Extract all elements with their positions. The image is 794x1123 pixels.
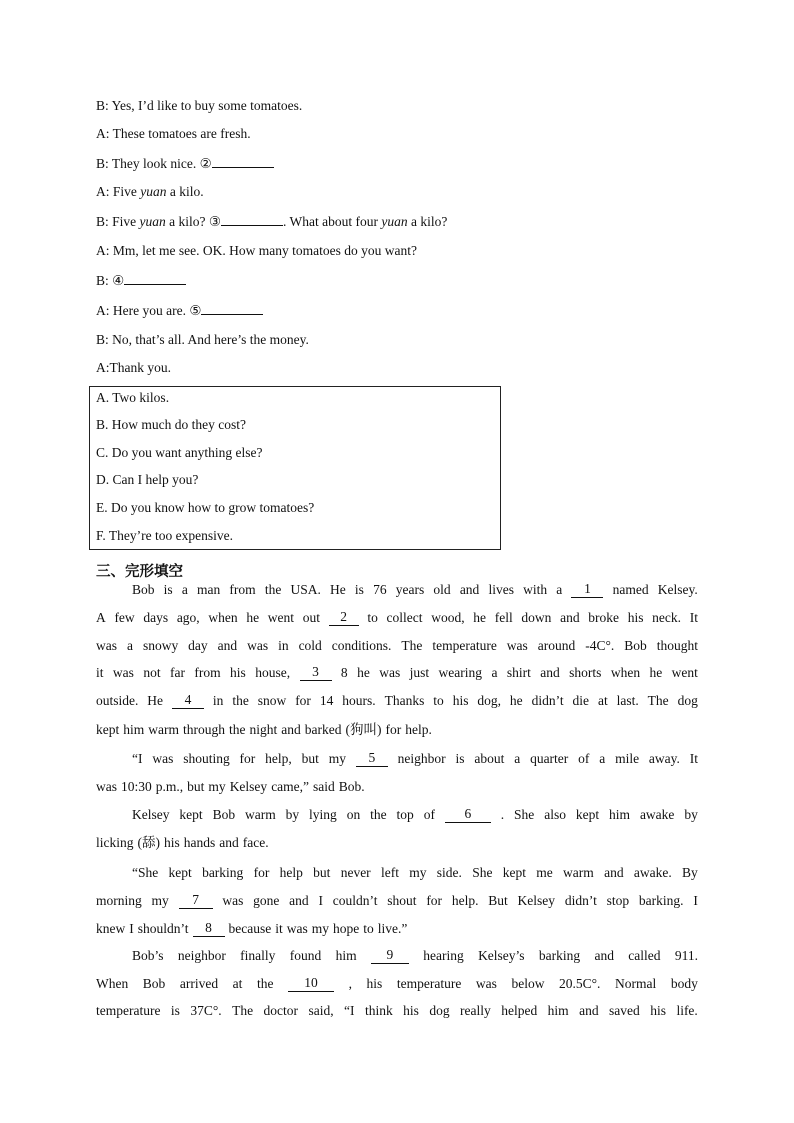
passage-word: but [313,865,331,880]
passage-word: days [143,610,169,625]
passage-word: he [649,665,663,680]
blank-marker-3: ③ [208,214,222,229]
passage-line [96,638,698,654]
passage-word: my [328,751,346,766]
passage-line [132,807,698,823]
answer-blank-4[interactable] [124,272,186,285]
passage-word: temperature [432,638,497,653]
passage-word: 76 [373,582,387,597]
passage-word: at [597,693,608,708]
passage-word: was [247,638,269,653]
passage-word: ago, [176,610,200,625]
passage-word: at [232,976,243,991]
passage-word: old [433,582,451,597]
passage-word: day [188,638,208,653]
passage-word: Kelsey. [657,582,698,597]
passage-word: shouting [183,751,230,766]
passage-word: away. [648,751,680,766]
blank-marker-2: ② [199,156,212,171]
passage-line [132,582,698,598]
passage-word: thought [656,638,698,653]
passage-word: gone [253,893,280,908]
passage-word: for [426,893,443,908]
passage-word: a [599,751,606,766]
passage-word: came,” [271,779,310,794]
passage-word: my [208,779,226,794]
passage-word: in [278,638,289,653]
passage-word: body [670,976,698,991]
passage-word: (舔) [137,835,160,850]
passage-word: left [380,865,399,880]
passage-word: saved [609,1003,640,1018]
passage-word: it [96,665,104,680]
passage-word: dog [677,693,698,708]
passage-word: named [612,582,649,597]
passage-word: lying [309,807,337,822]
passage-word: not [143,665,161,680]
passage-word: Bob [624,638,647,653]
passage-word: (狗叫) [345,722,382,737]
passage-word: is [163,582,173,597]
passage-word: Kelsey [517,893,556,908]
passage-word: Kelsey [132,807,170,822]
passage-word: didn’t [564,893,597,908]
cloze-blank-8[interactable]: 8 [193,921,225,937]
passage-word: went [671,665,698,680]
passage-word: The [232,1003,254,1018]
passage-word: life. [676,1003,698,1018]
passage-word: for [239,751,256,766]
passage-word: think [364,1003,393,1018]
passage-word: my [151,893,169,908]
passage-word: called [628,948,661,963]
passage-word: down [521,610,552,625]
dialogue-line-2: A: These tomatoes are fresh. [96,126,251,141]
passage-word: from [194,665,221,680]
passage-word: him [547,1003,569,1018]
passage-word: is [455,751,465,766]
passage-word: 20.5C°. [559,976,601,991]
passage-line [96,835,698,851]
passage-word: wearing [438,665,483,680]
passage-word: he [246,610,260,625]
passage-word: a [556,582,563,597]
passage-line [96,665,698,681]
passage-word: and [289,893,309,908]
passage-word: by [285,807,300,822]
answer-blank-3[interactable] [221,213,283,226]
passage-word: knew [96,921,126,936]
passage-word: was [222,893,244,908]
passage-word: barking [538,948,581,963]
passage-line [96,610,698,626]
passage-word: wood, [431,610,465,625]
passage-word: By [682,865,698,880]
passage-word: I [129,921,134,936]
dialogue-line-6: A: Mm, let me see. OK. How many tomatoes do you want? [96,243,417,258]
passage-word: Bob’s [132,948,164,963]
passage-word: Normal [615,976,657,991]
passage-word: my [409,865,427,880]
passage-line [132,751,698,767]
passage-word: didn’t [531,693,564,708]
passage-word: and [217,638,238,653]
dialogue-line-9: B: No, that’s all. And here’s the money. [96,332,309,347]
section-heading: 三、完形填空 [96,564,183,580]
passage-word: from [229,582,256,597]
option-c: C. Do you want anything else? [96,445,263,460]
passage-word: my [311,921,330,936]
passage-word: a [491,665,498,680]
passage-word: kept [168,865,192,880]
passage-word: collect [386,610,423,625]
passage-word: he [357,665,370,680]
passage-word: man [197,582,221,597]
passage-word: neighbor [177,948,226,963]
passage-word: snowy [142,638,179,653]
passage-word: said, [308,1003,334,1018]
passage-word: never [340,865,371,880]
passage-word: broke [588,610,620,625]
passage-word: Bob [212,807,236,822]
passage-line [96,693,698,709]
passage-word: warm [148,722,180,737]
passage-word: mile [615,751,640,766]
passage-word: is [170,1003,180,1018]
passage-word: and [560,610,580,625]
passage-word: the [264,582,282,597]
passage-word: him [123,722,145,737]
cloze-blank-7[interactable]: 7 [179,893,213,909]
passage-word: few [114,610,135,625]
passage-line [96,1003,698,1019]
dialogue-line-3: B: They look nice. ② [96,155,274,172]
passage-word: found [289,948,322,963]
passage-word: when [610,665,641,680]
passage-word: to [433,693,444,708]
cloze-blank-3[interactable]: 3 [300,665,332,681]
option-d: D. Can I help you? [96,472,199,487]
passage-word: awake. [633,865,672,880]
passage-word: kept [96,722,120,737]
passage-word: also [544,807,566,822]
cloze-blank-9[interactable]: 9 [371,948,409,964]
dialogue-line-10: A:Thank you. [96,360,171,375]
passage-word: conditions. [331,638,392,653]
passage-word: for [385,722,402,737]
passage-word: USA. [290,582,321,597]
passage-word: Kelsey [229,779,268,794]
passage-word: Bob [132,582,155,597]
passage-word: lives [488,582,514,597]
passage-word: The [401,638,423,653]
passage-word: him [335,948,357,963]
passage-word: on [346,807,361,822]
passage-word: Kelsey’s [478,948,525,963]
passage-word: She [514,807,535,822]
passage-word: of [423,807,435,822]
passage-line [96,779,698,795]
passage-word: hands [183,835,216,850]
passage-word: with [523,582,548,597]
passage-word: his [650,1003,666,1018]
passage-word: , [348,976,352,991]
passage-word: his [164,835,180,850]
passage-line [132,865,698,881]
dialogue-line-8: A: Here you are. ⑤ [96,302,263,319]
passage-word: it [275,921,283,936]
passage-word: outside. [96,693,139,708]
passage-word: I [318,893,323,908]
passage-word: his [452,693,469,708]
passage-word: Thanks [384,693,425,708]
passage-word: the [229,722,246,737]
passage-word: when [208,610,238,625]
dialogue-line-7: B: ④ [96,272,186,289]
passage-word: Bob. [338,779,365,794]
passage-word: to [363,921,374,936]
passage-word: really [460,1003,491,1018]
option-b: B. How much do they cost? [96,417,246,432]
passage-word: licking [96,835,134,850]
passage-word: he [473,610,487,625]
passage-word: It [689,610,698,625]
passage-word: help, [265,751,292,766]
passage-word: hours. [342,693,376,708]
passage-word: him [609,807,631,822]
passage-word: shout [387,893,417,908]
passage-word: 911. [674,948,698,963]
passage-word: around [537,638,576,653]
passage-word: about [474,751,505,766]
cloze-blank-6[interactable]: 6 [445,807,491,823]
passage-word: She [472,865,493,880]
passage-word: “I [344,1003,355,1018]
passage-line [132,948,698,964]
passage-word: in [212,693,224,708]
passage-word: the [370,807,387,822]
cloze-blank-10[interactable]: 10 [288,976,334,992]
passage-word: shouldn’t [137,921,189,936]
cloze-blank-1[interactable]: 1 [571,582,603,598]
passage-word: barking. [638,893,684,908]
passage-word: finally [240,948,276,963]
passage-word: of [578,751,590,766]
passage-word: 10:30 [121,779,152,794]
passage-word: to [367,610,378,625]
passage-word: and [594,948,614,963]
passage-word: is [354,582,364,597]
blank-marker-4: ④ [112,273,125,288]
option-a: A. Two kilos. [96,390,170,405]
dialogue-line-5: B: Five yuan a kilo? ③ . What about four yuan a kilo? [96,214,448,229]
passage-word: help [279,865,303,880]
passage-word: was [286,921,308,936]
passage-word: Bob [142,976,166,991]
passage-word: shirt [506,665,531,680]
passage-word: arrived [179,976,219,991]
passage-word: dog, [477,693,501,708]
passage-word: live.” [377,921,408,936]
passage-word: and [459,582,480,597]
passage-word: me [536,865,553,880]
passage-word: 14 [319,693,334,708]
passage-word: far [170,665,185,680]
passage-word: was [96,638,117,653]
passage-word: neck. [652,610,682,625]
options-box [89,386,501,550]
passage-word: awake [639,807,675,822]
passage-word: and [219,835,239,850]
answer-blank-2[interactable] [212,155,274,168]
passage-word: the [232,693,249,708]
option-e: E. Do you know how to grow tomatoes? [96,500,315,515]
passage-word: . [500,807,505,822]
cloze-blank-2[interactable]: 2 [329,610,359,626]
passage-word: night [249,722,278,737]
passage-word: was [475,976,497,991]
passage-word: was [379,665,401,680]
passage-word: was [112,665,134,680]
cloze-blank-5[interactable]: 5 [356,751,388,767]
cloze-blank-4[interactable]: 4 [172,693,204,709]
passage-word: said [313,779,335,794]
passage-word: was [96,779,117,794]
passage-word: side. [436,865,462,880]
passage-word: 8 [340,665,348,680]
dialogue-line-4: A: Five yuan a kilo. [96,184,204,199]
passage-word: neighbor [397,751,446,766]
passage-word: was [152,751,174,766]
passage-word: I [693,893,698,908]
passage-line [96,722,698,738]
passage-word: and [579,1003,599,1018]
passage-line [96,893,698,909]
passage-word: warm [563,865,594,880]
passage-word: his [627,610,644,625]
passage-word: But [488,893,508,908]
passage-word: cold [298,638,322,653]
blank-marker-5: ⑤ [189,303,202,318]
passage-word: house, [255,665,291,680]
passage-word: below [511,976,545,991]
passage-word: The [647,693,669,708]
passage-word: stop [606,893,630,908]
passage-word: a [126,638,133,653]
passage-word: his [230,665,246,680]
passage-word: help. [451,893,479,908]
passage-word: “She [132,865,159,880]
passage-word: the [256,976,274,991]
passage-word: p.m., [155,779,184,794]
passage-word: He [330,582,346,597]
passage-word: was [506,638,528,653]
passage-word: his [366,976,383,991]
passage-word: warm [244,807,276,822]
passage-word: He [147,693,164,708]
passage-word: and [281,722,301,737]
passage-word: helped [501,1003,538,1018]
passage-word: dog [429,1003,450,1018]
passage-word: When [96,976,129,991]
option-f: F. They’re too expensive. [96,528,234,543]
passage-word: last. [616,693,639,708]
passage-word: “I [132,751,143,766]
passage-word: his [403,1003,419,1018]
passage-word: out [302,610,320,625]
passage-word: doctor [263,1003,299,1018]
passage-word: kept [575,807,600,822]
passage-word: A [96,610,106,625]
passage-word: but [187,779,205,794]
passage-word: -4C°. [585,638,615,653]
passage-word: shorts [569,665,602,680]
dialogue-line-1: B: Yes, I’d like to buy some tomatoes. [96,98,303,113]
passage-line [96,976,698,992]
passage-word: quarter [530,751,569,766]
passage-word: help. [405,722,432,737]
passage-word: just [409,665,430,680]
answer-blank-5[interactable] [201,302,263,315]
passage-word: a [181,582,188,597]
passage-word: 37C°. [190,1003,222,1018]
passage-word: It [689,751,698,766]
passage-line [96,921,698,937]
passage-word: couldn’t [332,893,378,908]
passage-word: for [295,693,311,708]
passage-word: through [183,722,226,737]
passage-word: and [604,865,624,880]
passage-word: temperature [396,976,462,991]
passage-word: for [253,865,270,880]
passage-word: but [301,751,319,766]
passage-word: went [267,610,294,625]
passage-word: a [514,751,521,766]
passage-word: barked [304,722,342,737]
passage-word: kept [179,807,203,822]
passage-word: hearing [423,948,464,963]
passage-word: top [396,807,414,822]
passage-word: by [684,807,698,822]
passage-word: kept [502,865,526,880]
passage-word: hope [333,921,360,936]
passage-word: barking [202,865,244,880]
passage-word: face. [242,835,269,850]
passage-word: temperature [96,1003,161,1018]
passage-word: fell [494,610,513,625]
passage-word: because [228,921,272,936]
passage-word: die [572,693,590,708]
passage-word: years [395,582,425,597]
passage-word: snow [257,693,287,708]
passage-word: he [509,693,523,708]
passage-word: morning [96,893,142,908]
passage-word: and [540,665,560,680]
